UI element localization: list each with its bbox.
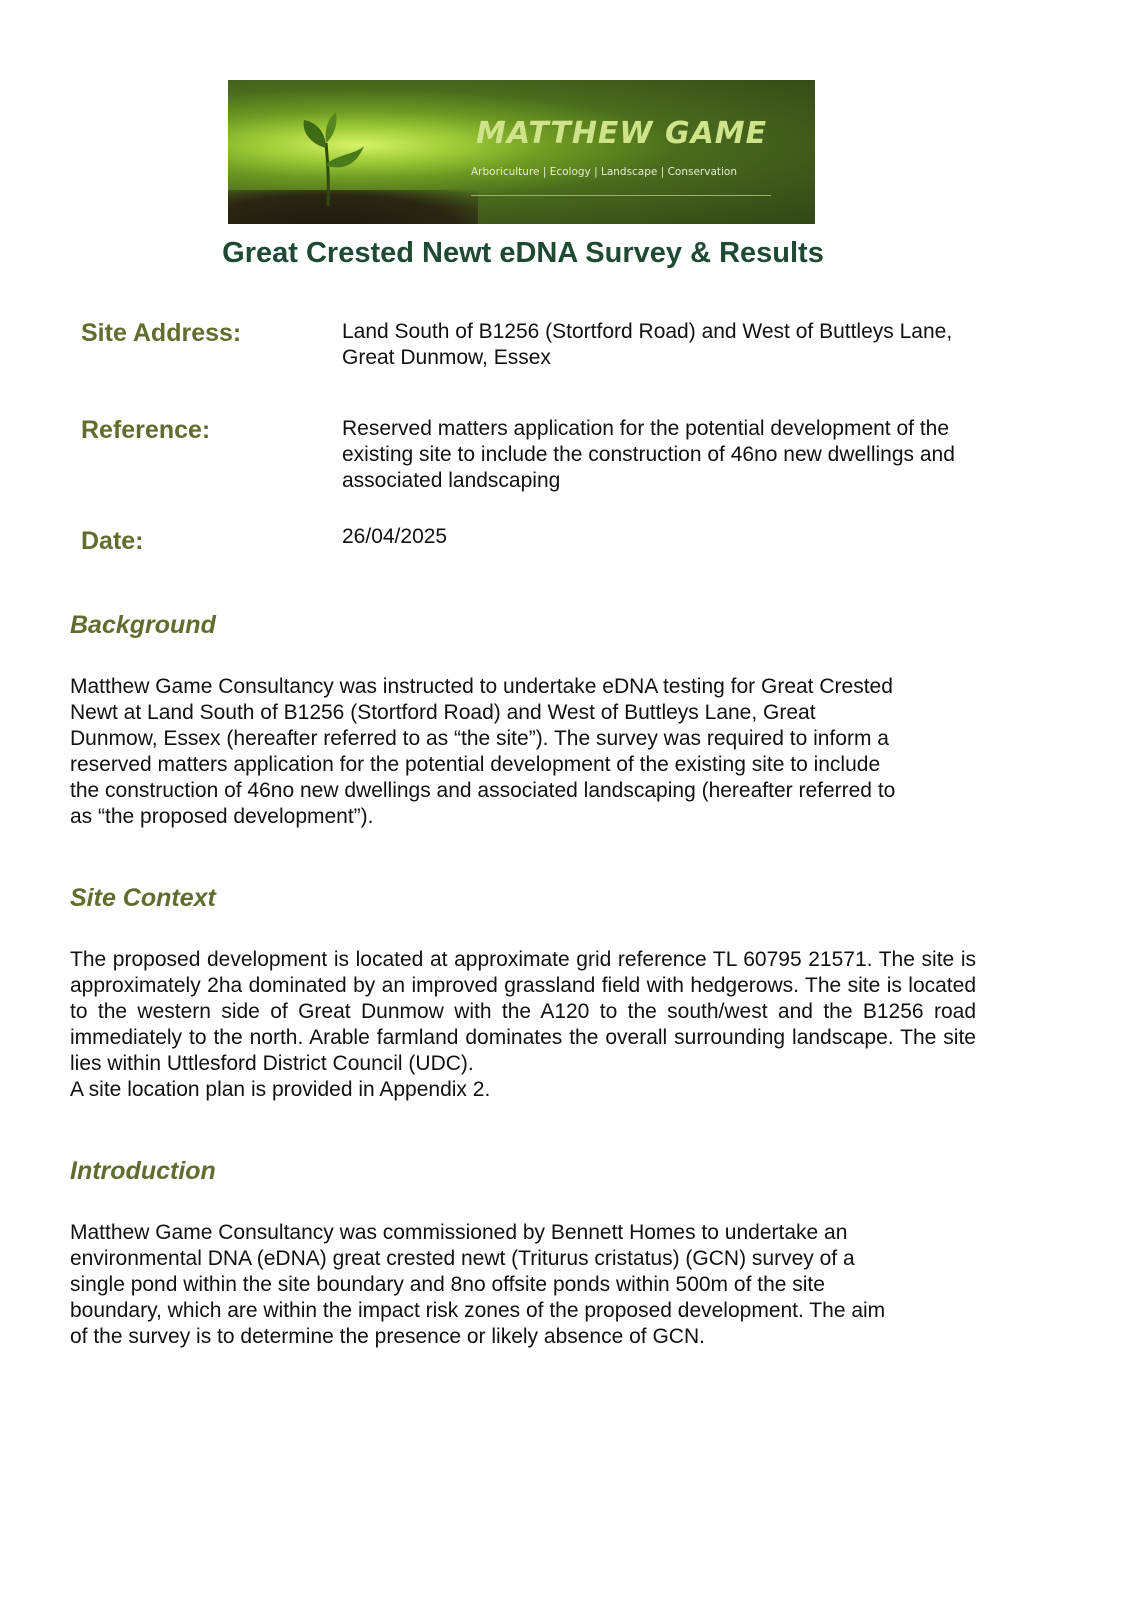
reference-value (342, 416, 1042, 494)
site-context-heading: Site Context (70, 884, 216, 912)
reference-label: Reference: (81, 416, 211, 444)
introduction-line: single pond within the site boundary and 8no offsite ponds within 500m of the site (70, 1273, 825, 1296)
introduction-heading: Introduction (70, 1157, 216, 1185)
company-logo-banner (228, 80, 815, 224)
page-title: Great Crested Newt eDNA Survey & Results (222, 237, 824, 269)
site-address-line: Land South of B1256 (Stortford Road) and West of Buttleys Lane, (342, 320, 953, 343)
background-line: Dunmow, Essex (hereafter referred to as “the site”). The survey was required to inform a (70, 727, 889, 750)
reference-line: Reserved matters application for the potential development of the (342, 417, 950, 440)
seedling-icon (298, 108, 368, 208)
reference-line: associated landscaping (342, 469, 561, 492)
logo-brand-name: MATTHEW GAME (476, 116, 768, 151)
date-value (342, 524, 1042, 550)
background-paragraph (70, 674, 970, 830)
site-context-paragraph (70, 947, 976, 1103)
logo-divider (471, 195, 771, 196)
introduction-line: of the survey is to determine the presence or likely absence of GCN. (70, 1325, 705, 1348)
background-line: reserved matters application for the potential development of the existing site to include (70, 753, 881, 776)
reference-line: existing site to include the construction of 46no new dwellings and (342, 443, 955, 466)
site-address-line: Great Dunmow, Essex (342, 346, 551, 369)
logo-tagline: Arboriculture | Ecology | Landscape | Conservation (471, 166, 738, 178)
background-line: the construction of 46no new dwellings and associated landscaping (hereafter referred to (70, 779, 896, 802)
background-heading: Background (70, 611, 216, 639)
introduction-line: Matthew Game Consultancy was commissioned by Bennett Homes to undertake an (70, 1221, 848, 1244)
background-line: Newt at Land South of B1256 (Stortford Road) and West of Buttleys Lane, Great (70, 701, 816, 724)
site-context-text: The proposed development is located at approximate grid reference TL 60795 21571. The site is approximately 2ha dominated by an improved grassland field with hedgerows. The site is located to the western side of Great Dunmow with the A120 to the south/west and the B1256 road immediately to the north. Arable farmland dominates the overall surrounding landscape. The site lies within Uttlesford District Council (UDC). (70, 948, 976, 1075)
site-context-appendix-note: A site location plan is provided in Appendix 2. (70, 1078, 491, 1101)
site-address-value (342, 319, 1042, 371)
introduction-line: environmental DNA (eDNA) great crested newt (Triturus cristatus) (GCN) survey of a (70, 1247, 855, 1270)
introduction-paragraph (70, 1220, 970, 1350)
date-label: Date: (81, 527, 144, 555)
introduction-line: boundary, which are within the impact risk zones of the proposed development. The aim (70, 1299, 886, 1322)
background-line: as “the proposed development”). (70, 805, 374, 828)
site-address-label: Site Address: (81, 319, 242, 347)
background-line: Matthew Game Consultancy was instructed to undertake eDNA testing for Great Crested (70, 675, 893, 698)
date-line: 26/04/2025 (342, 525, 448, 548)
